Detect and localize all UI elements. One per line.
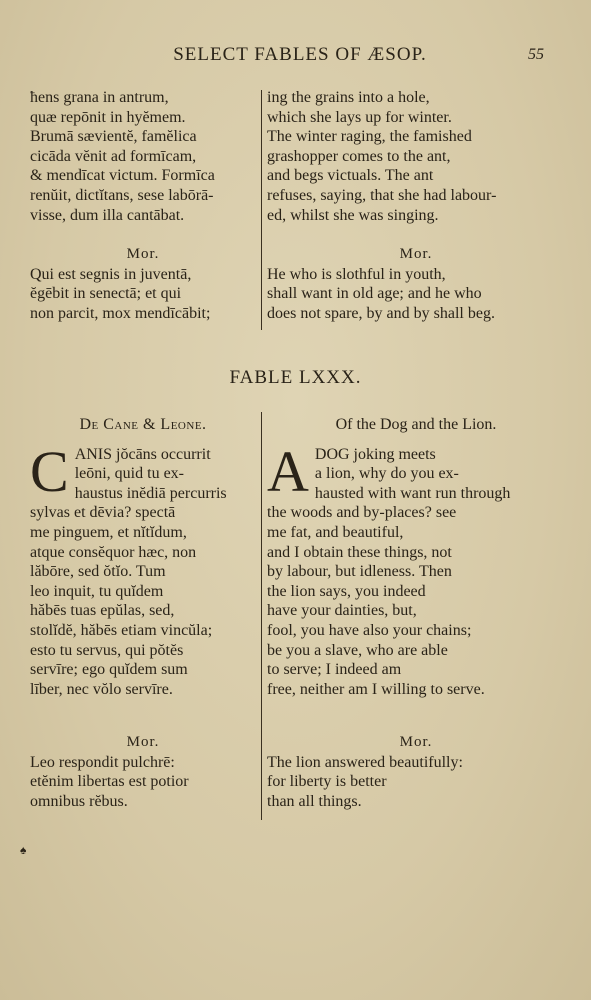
latin-continuation [30,88,256,225]
moral-heading: Mor. [126,246,160,262]
latin-fable-text [30,415,256,699]
fable-title: FABLE LXXX. [229,367,362,388]
text-line: atque consĕquor hæc, non [30,543,197,561]
text-line: cicāda vĕnit ad formīcam, [30,147,197,165]
text-line: ed, whilst she was singing. [267,206,439,224]
text-line: visse, dum illa cantābat. [30,206,185,224]
column-rule [261,90,262,330]
text-line: me pinguem, et nĭtĭdum, [30,523,187,541]
moral-line: ĕgēbit in senectā; et qui [30,285,182,303]
english-moral-block [267,245,565,323]
text-line: haustus inĕdiā percurris [74,484,227,502]
moral-line: non parcit, mox mendīcābit; [30,304,211,322]
text-line: and begs victuals. The ant [267,167,434,185]
text-line: the woods and by-places? see [267,504,457,522]
latin-moral-block [30,245,256,323]
text-line: hăbēs tuas epŭlas, sed, [30,602,175,620]
text-line: free, neither am I willing to serve. [267,680,485,698]
text-line: lăbōre, sed ŏtĭo. Tum [30,563,166,581]
text-line: līber, nec vŏlo servīre. [30,680,173,698]
english-fable-moral-block [267,733,565,811]
text-line: ħens grana in antrum, [30,89,169,106]
english-fable-subtitle: Of the Dog and the Lion. [335,416,497,433]
text-line: The winter raging, the famished [267,128,472,146]
running-head: SELECT FABLES OF ÆSOP. [173,44,427,65]
moral-line: He who is slothful in youth, [267,265,446,283]
english-continuation [267,88,565,225]
moral-line: omnibus rĕbus. [30,792,128,810]
text-line: a lion, why do you ex- [314,465,459,483]
text-line: fool, you have also your chains; [267,621,472,639]
latin-fable-moral-block [30,733,256,811]
text-line: esto tu servus, qui pŏtĕs [30,641,184,659]
moral-line: for liberty is better [267,773,387,791]
text-line: renŭit, dictĭtans, sese labōrā- [30,186,214,204]
text-line: leo inquit, tu quĭdem [30,582,164,600]
moral-heading: Mor. [126,734,160,750]
moral-line: than all things. [267,792,362,810]
text-line: & mendīcat victum. Formīca [30,167,215,185]
text-line: ing the grains into a hole, [267,89,430,106]
text-line: DOG joking meets [314,445,436,463]
text-line: by labour, but idleness. Then [267,563,452,581]
page-number: 55 [528,46,544,63]
text-line: grashopper comes to the ant, [267,147,451,165]
text-line: me fat, and beautiful, [267,523,404,541]
moral-line: Qui est segnis in juventā, [30,265,192,283]
text-line: ANIS jŏcāns occurrit [74,445,211,463]
moral-line: etĕnim libertas est potior [30,773,189,791]
moral-line: The lion answered beautifully: [267,753,463,771]
drop-cap: C [30,438,69,504]
text-line: servīre; ego quĭdem sum [30,661,188,679]
text-line: have your dainties, but, [267,602,417,620]
moral-line: Leo respondit pulchrē: [30,753,175,771]
moral-heading: Mor. [399,246,433,262]
printer-mark: ♠ [20,843,27,857]
text-line: leōni, quid tu ex- [74,465,184,483]
text-line: be you a slave, who are able [267,641,448,659]
column-rule [261,412,262,820]
text-line: quæ repōnit in hyĕmem. [30,108,186,126]
text-line: sylvas et dēvia? spectā [30,504,176,522]
text-line: and I obtain these things, not [267,543,452,561]
text-line: hausted with want run through [314,484,511,502]
text-line: which she lays up for winter. [267,108,452,126]
text-line: to serve; I indeed am [267,661,402,679]
moral-line: does not spare, by and by shall beg. [267,304,495,322]
text-line: the lion says, you indeed [267,582,426,600]
moral-heading: Mor. [399,734,433,750]
text-line: refuses, saying, that she had labour- [267,186,497,204]
moral-line: shall want in old age; and he who [267,285,482,303]
drop-cap: A [267,438,309,504]
latin-fable-subtitle: De Cane & Leone. [79,416,207,433]
text-line: stolĭdĕ, hăbēs etiam vincŭla; [30,621,213,639]
text-line: Brumā sævientĕ, famĕlica [30,128,197,146]
english-fable-text [267,415,565,699]
